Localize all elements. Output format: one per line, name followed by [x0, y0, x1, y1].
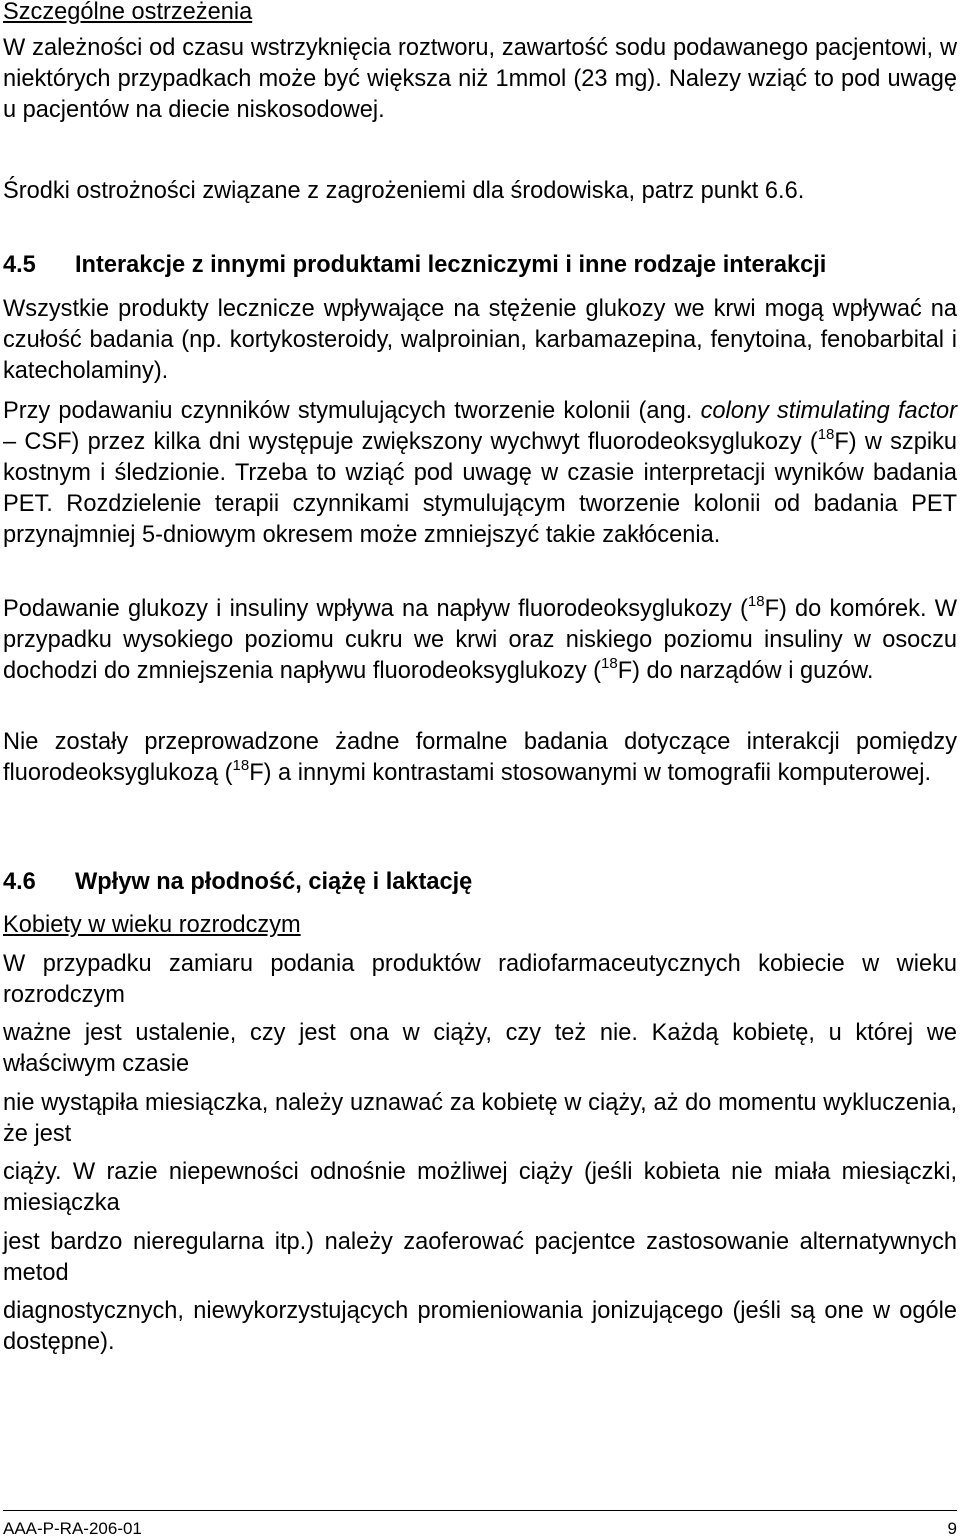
interactions-paragraph-2: Przy podawaniu czynników stymulujących tworzenie kolonii (ang. colony stimulating factor – CSF) przez kilka dni występuje zwiększony wychwyt fluorodeoksyglukozy ($^{18}$F) w szpiku kostnym i śledzionie. Trzeba to wziąć pod uwagę w czasie interpretacji wyników badania PET. Rozdzielenie terapii czynnikami stymulującym tworzenie kolonii od badania PET przynajmniej 5-dniowym okresem może zmniejszyć takie zakłócenia.: [3, 398, 958, 548]
pregnancy-line-3: nie wystąpiła miesiączka, należy uznawać za kobietę w ciąży, aż do momentu wykluczenia, że jest: [3, 1090, 957, 1147]
pregnancy-line-6: diagnostycznych, niewykorzystujących promieniowania jonizującego (jeśli są one w ogóle dostępne).: [3, 1298, 957, 1355]
interactions-paragraph-4: Nie zostały przeprowadzone żadne formalne badania dotyczące interakcji pomiędzy fluorodeoksyglukozą ($^{18}$F) a innymi kontrastami stosowanymi w tomografii komputerowej.: [3, 729, 957, 786]
section-title: Interakcje z innymi produktami leczniczymi i inne rodzaje interakcji: [75, 252, 827, 278]
sodium-paragraph: W zależności od czasu wstrzyknięcia roztworu, zawartość sodu podawanego pacjentowi, w niektórych przypadkach może być większa niż 1mmol (23 mg). Nalezy wziąć to pod uwagę u pacjentów na diecie niskosodowej.: [3, 35, 957, 123]
italic-term: colony stimulating factor: [700, 398, 958, 424]
women-subheading: Kobiety w wieku rozrodczym: [3, 912, 301, 938]
page-footer: [3, 1519, 957, 1539]
pregnancy-line-2: ważne jest ustalenie, czy jest ona w ciąży, czy też nie. Każdą kobietę, u której we właściwym czasie: [3, 1020, 957, 1077]
environment-paragraph: Środki ostrożności związane z zagrożeniemi dla środowiska, patrz punkt 6.6.: [3, 178, 805, 204]
interactions-paragraph-1: Wszystkie produkty lecznicze wpływające na stężenie glukozy we krwi mogą wpływać na czułość badania (np. kortykosteroidy, walproinian, karbamazepina, fenytoina, fenobarbital i katecholaminy).: [3, 296, 957, 384]
section-4-5-heading: [3, 250, 957, 281]
page-number: 9: [947, 1519, 957, 1538]
pregnancy-line-4: ciąży. W razie niepewności odnośnie możliwej ciąży (jeśli kobieta nie miała miesiączki, miesiączka: [3, 1159, 957, 1216]
special-warnings-heading: Szczególne ostrzeżenia: [3, 0, 253, 25]
section-title: Wpływ na płodność, ciążę i laktację: [75, 869, 473, 895]
document-code: AAA-P-RA-206-01: [3, 1519, 142, 1538]
footer-divider: [3, 1510, 957, 1511]
pregnancy-line-1: W przypadku zamiaru podania produktów radiofarmaceutycznych kobiecie w wieku rozrodczym: [3, 951, 957, 1008]
section-4-6-heading: [3, 867, 957, 898]
section-number: 4.5: [3, 252, 36, 278]
pregnancy-line-5: jest bardzo nieregularna itp.) należy zaoferować pacjentce zastosowanie alternatywnych metod: [3, 1229, 957, 1286]
interactions-paragraph-3: Podawanie glukozy i insuliny wpływa na napływ fluorodeoksyglukozy ($^{18}$F) do komórek. W przypadku wysokiego poziomu cukru we krwi oraz niskiego poziomu insuliny w osoczu dochodzi do zmniejszenia napływu fluorodeoksyglukozy ($^{18}$F) do narządów i guzów.: [3, 593, 957, 684]
section-number: 4.6: [3, 869, 36, 895]
